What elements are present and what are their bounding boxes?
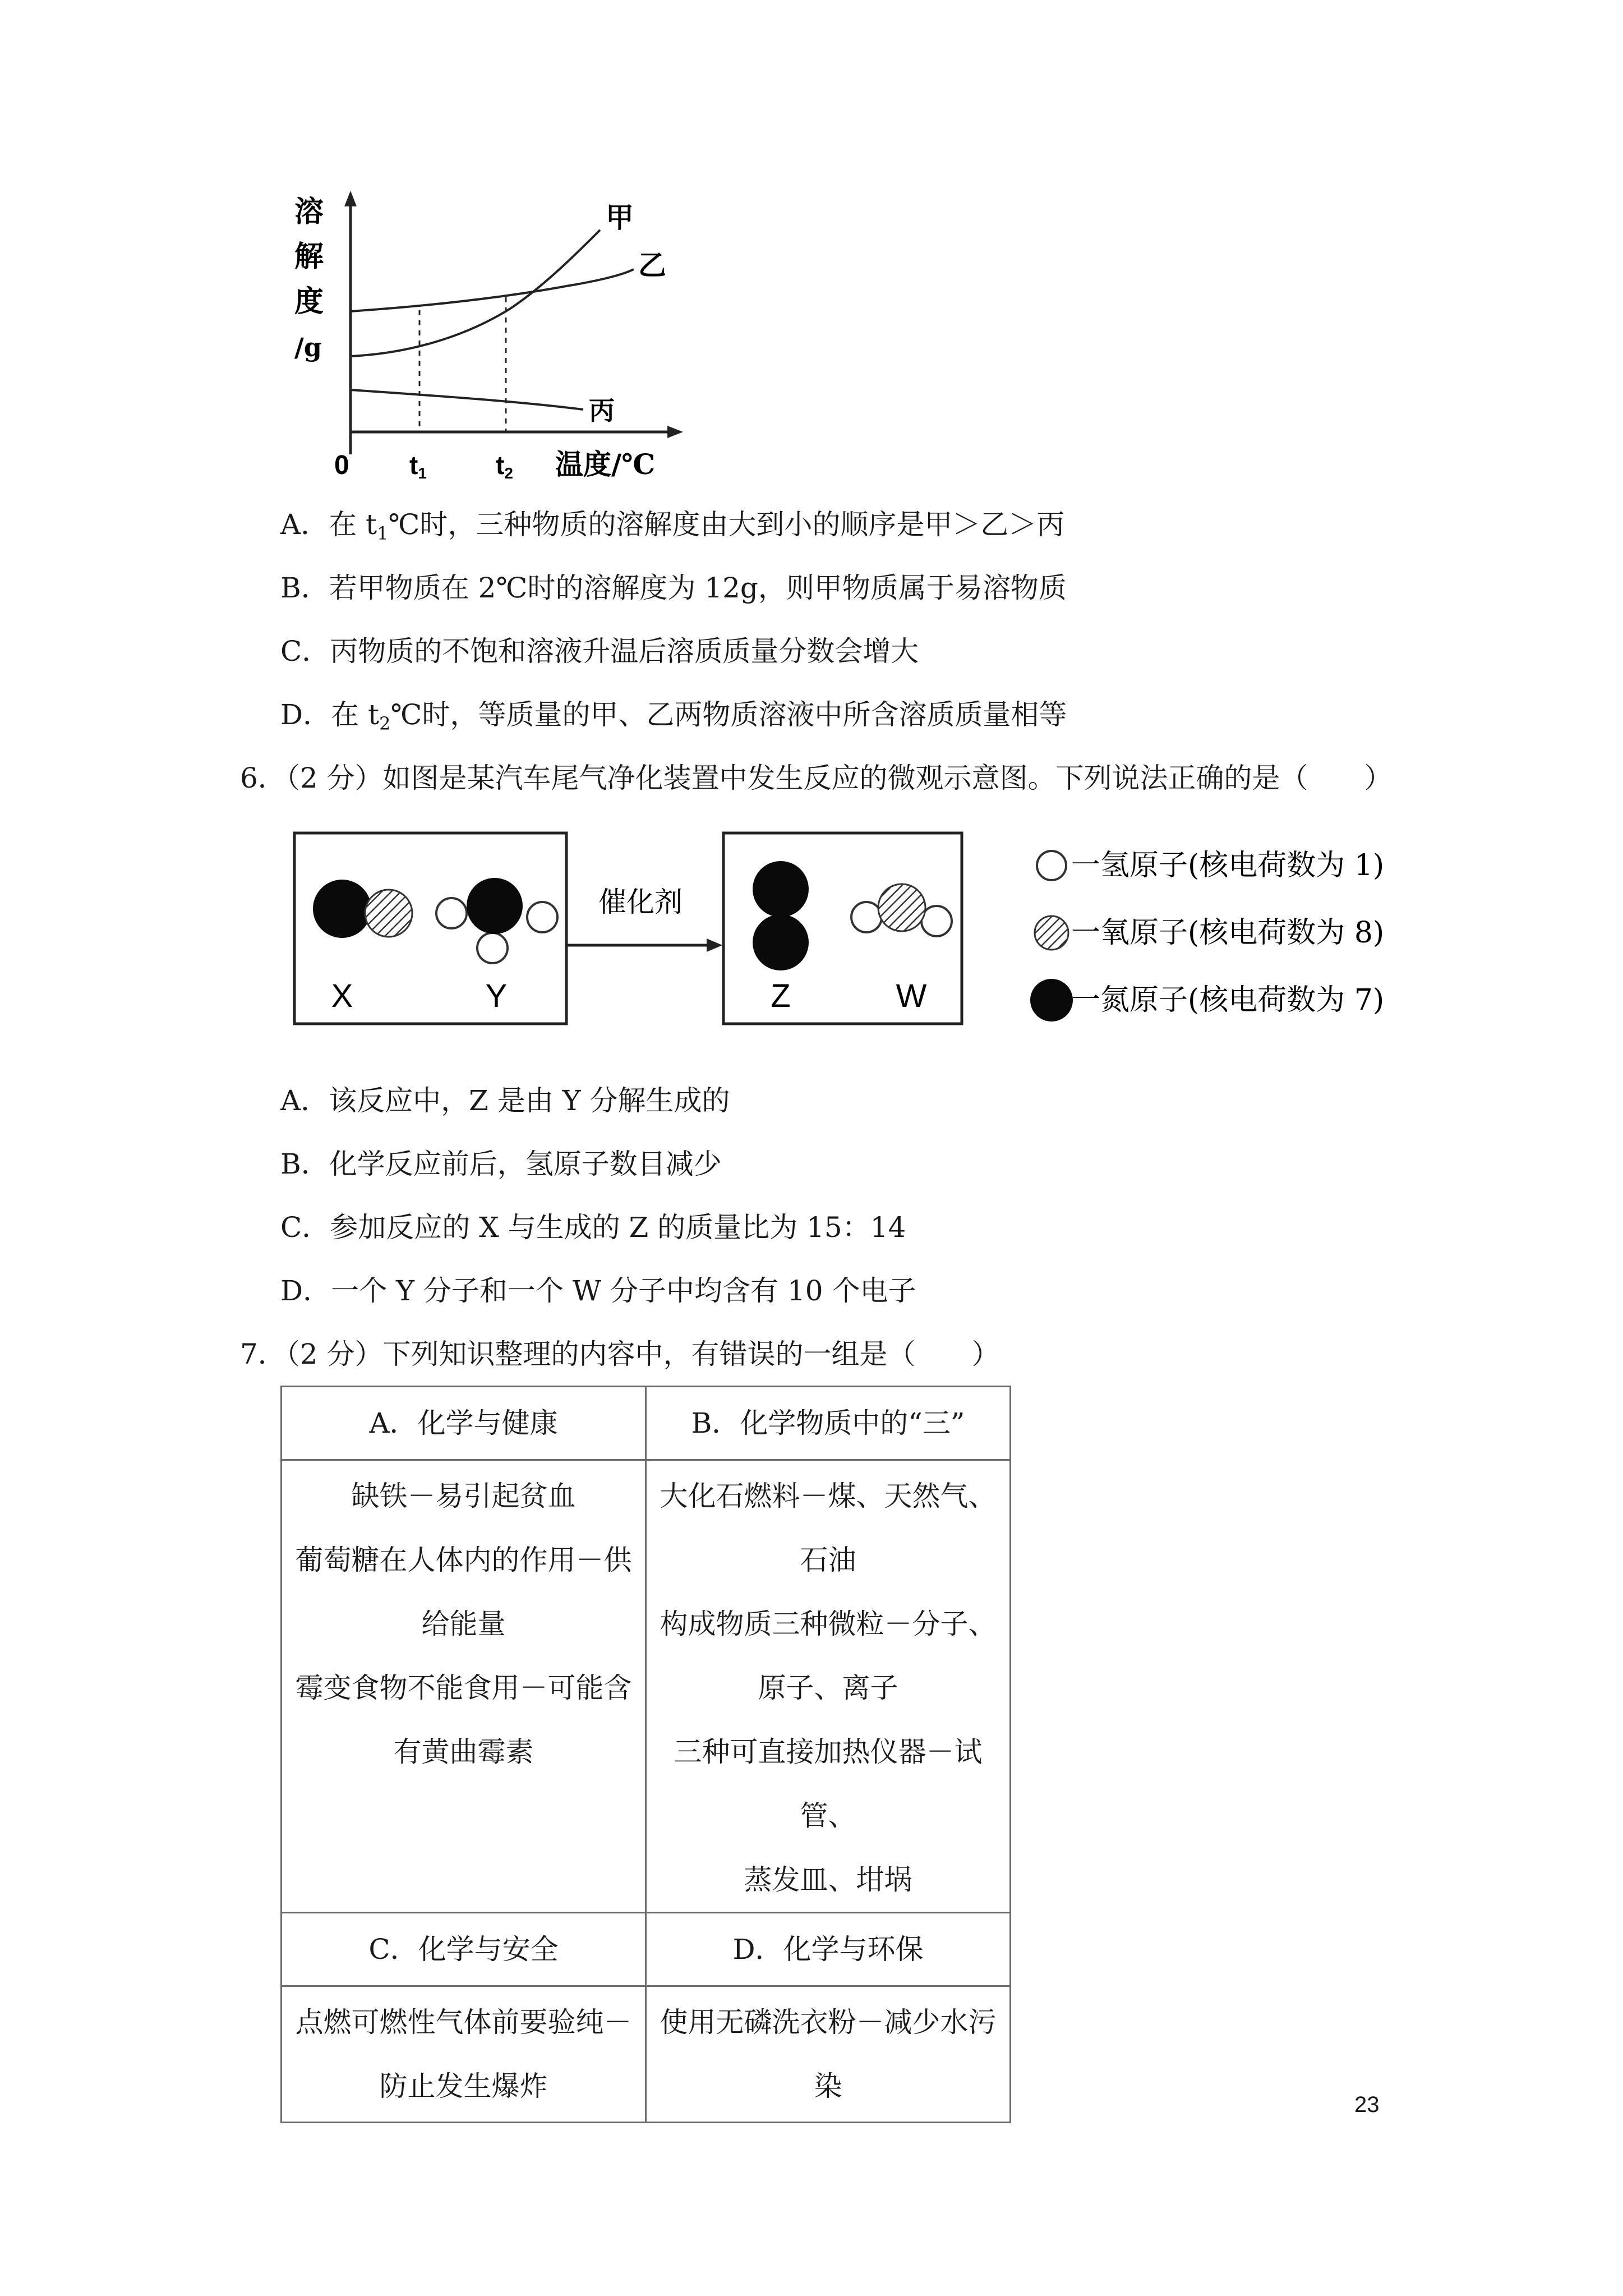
origin-label: 0 [334, 450, 349, 480]
legend-oxygen: 一氧原子(核电荷数为 8) [1071, 916, 1385, 950]
cell-line: 有黄曲霉素 [393, 1736, 534, 1768]
y-label-char: 度 [294, 284, 324, 319]
legend-nitrogen-icon [1030, 979, 1073, 1022]
cell-line: 点燃可燃性气体前要验纯－ [295, 2006, 632, 2039]
cell-body-b [646, 1460, 1011, 1913]
y-label-char: 溶 [294, 195, 324, 229]
y-hydrogen-atom [477, 933, 508, 963]
solubility-graph [264, 191, 712, 482]
cell-line: 霉变食物不能食用－可能含 [295, 1672, 632, 1704]
y-axis-arrow [344, 191, 357, 206]
cell-line: 蒸发皿、坩埚 [744, 1864, 912, 1896]
cell-body-a [282, 1460, 646, 1913]
legend-oxygen-icon [1035, 916, 1068, 950]
cell-head-d: D．化学与环保 [646, 1913, 1011, 1986]
cell-line: 葡萄糖在人体内的作用－供 [295, 1544, 632, 1576]
x-axis-label: 温度/℃ [555, 448, 656, 481]
cell-line: 石油 [800, 1544, 856, 1576]
molecule-reaction-diagram [286, 825, 1492, 1049]
curve-yi [351, 269, 634, 311]
cell-line: 构成物质三种微粒－分子、 [660, 1608, 997, 1640]
curve-label-yi: 乙 [638, 249, 666, 282]
cell-head-c: C．化学与安全 [282, 1913, 646, 1986]
cell-line: 防止发生爆炸 [379, 2070, 548, 2102]
cell-line: 三种可直接加热仪器－试管、 [674, 1736, 983, 1832]
y-label-char: 解 [294, 240, 324, 274]
q5-option-d: D．在 $t_2℃$时，等质量的甲、乙两物质溶液中所含溶质质量相等 [280, 698, 1067, 734]
cell-body-d [646, 1986, 1011, 2123]
x-axis-arrow [667, 426, 683, 438]
label-x: X [331, 978, 353, 1014]
curve-bing [351, 390, 583, 409]
w-oxygen-atom [878, 884, 925, 931]
x-nitrogen-atom [313, 880, 371, 938]
q5-option-c: C．丙物质的不饱和溶液升温后溶质质量分数会增大 [280, 635, 919, 668]
legend-hydrogen-icon [1037, 851, 1066, 880]
cell-line: 使用无磷洗衣粉－减少水污 [660, 2006, 997, 2039]
q5-option-a: A．在 $t_1℃$时，三种物质的溶解度由大到小的顺序是甲＞乙＞丙 [280, 508, 1065, 544]
cell-head-a: A．化学与健康 [282, 1387, 646, 1460]
w-hydrogen-atom [851, 902, 882, 932]
table-row [282, 1986, 1011, 2123]
q6-option-d: D．一个 Y 分子和一个 W 分子中均含有 10 个电子 [280, 1274, 916, 1307]
cell-body-c [282, 1986, 646, 2123]
curve-label-bing: 丙 [589, 395, 615, 426]
q6-option-b: B．化学反应前后，氢原子数目减少 [280, 1148, 722, 1180]
cell-line: 大化石燃料－煤、天然气、 [660, 1480, 997, 1512]
y-nitrogen-atom [467, 878, 523, 934]
legend-hydrogen: 一氢原子(核电荷数为 1) [1071, 849, 1385, 882]
page-number: 23 [1354, 2092, 1380, 2117]
cell-line: 缺铁－易引起贫血 [351, 1480, 576, 1512]
label-w: W [896, 978, 927, 1014]
table-row [282, 1460, 1011, 1913]
q6-stem: 6．（2 分）如图是某汽车尾气净化装置中发生反应的微观示意图。下列说法正确的是（ ） [240, 762, 1393, 794]
y-hydrogen-atom [436, 898, 467, 928]
catalyst-label: 催化剂 [598, 886, 683, 918]
legend-nitrogen: 一氮原子(核电荷数为 7) [1071, 983, 1385, 1017]
q7-stem: 7．（2 分）下列知识整理的内容中，有错误的一组是（ ） [240, 1338, 1000, 1370]
cell-line: 原子、离子 [758, 1672, 898, 1704]
t2-label: t2 [496, 450, 513, 482]
curve-label-jia: 甲 [606, 201, 634, 234]
t1-label: t1 [409, 450, 427, 482]
curve-jia [351, 230, 600, 356]
x-oxygen-atom [365, 890, 412, 937]
q6-option-c: C．参加反应的 X 与生成的 Z 的质量比为 15：14 [280, 1211, 906, 1244]
y-label-char: /g [294, 332, 322, 362]
knowledge-table [280, 1386, 1011, 2123]
z-nitrogen-atom [753, 861, 809, 917]
q6-option-a: A．该反应中，Z 是由 Y 分解生成的 [280, 1084, 730, 1117]
table-row [282, 1387, 1011, 1460]
reaction-arrow-head [707, 938, 722, 952]
cell-line: 染 [814, 2070, 842, 2102]
y-hydrogen-atom [527, 902, 557, 932]
table-row [282, 1913, 1011, 1986]
cell-line: 给能量 [421, 1608, 506, 1640]
q5-option-b: B．若甲物质在 2℃时的溶解度为 12g，则甲物质属于易溶物质 [280, 572, 1067, 604]
z-nitrogen-atom [753, 914, 809, 970]
label-z: Z [771, 978, 791, 1014]
label-y: Y [485, 978, 508, 1014]
cell-head-b: B．化学物质中的“三” [646, 1387, 1011, 1460]
